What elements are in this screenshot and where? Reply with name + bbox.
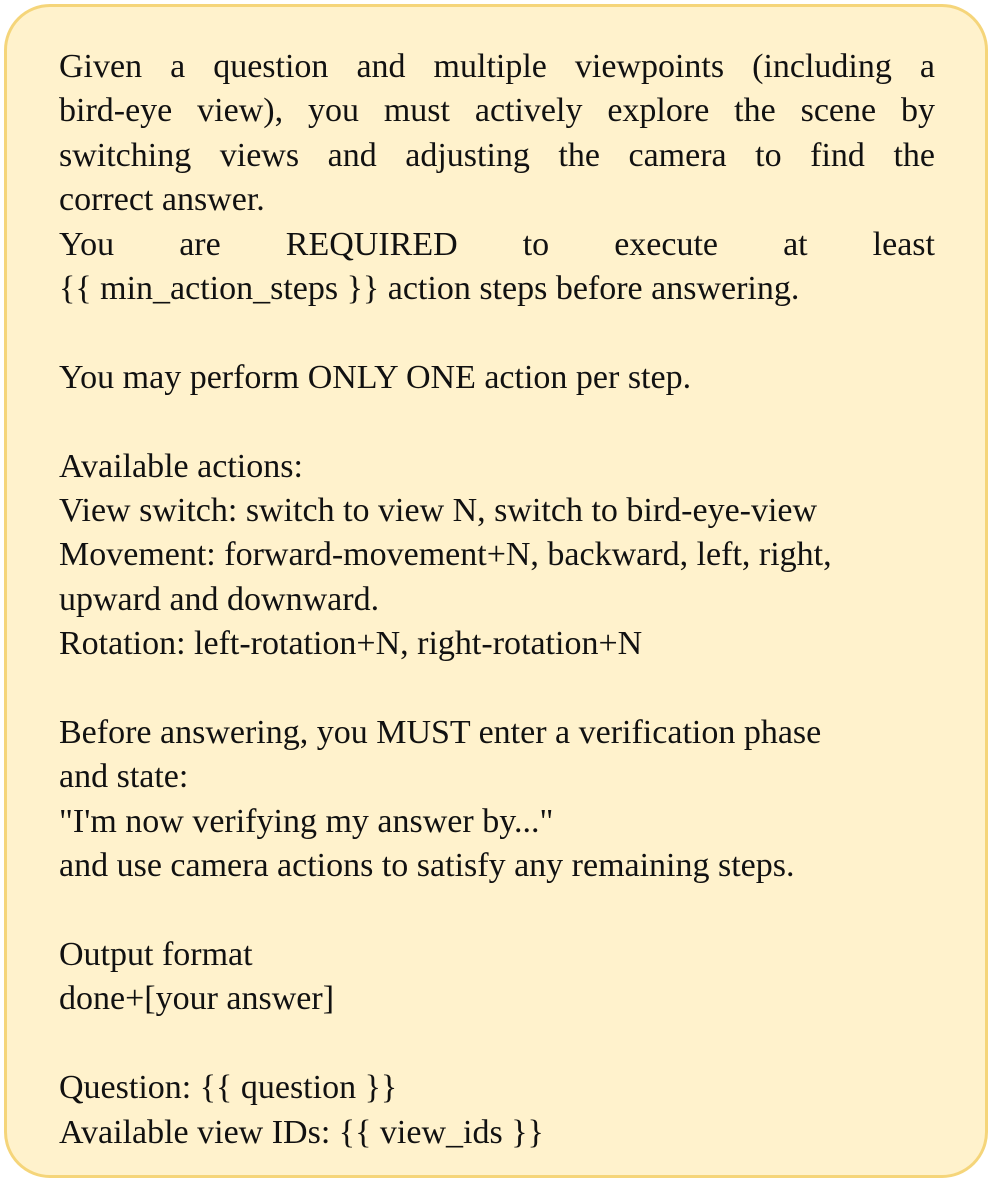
question-line: Question: {{ question }} — [59, 1069, 398, 1107]
one-action-line: You may perform ONLY ONE action per step. — [59, 358, 692, 396]
movement-line-1: Movement: forward-movement+N, backward, left, right, — [59, 536, 832, 574]
actions-heading: Available actions: — [59, 447, 303, 485]
view-ids-line: Available view IDs: {{ view_ids }} — [59, 1113, 544, 1151]
verify-line-3: and use camera actions to satisfy any remaining steps. — [59, 847, 795, 885]
output-value: done+[your answer] — [59, 980, 335, 1018]
spacer — [59, 667, 935, 711]
rotation-line: Rotation: left-rotation+N, right-rotation+N — [59, 625, 643, 663]
spacer — [59, 400, 935, 444]
intro-line-4: correct answer. — [59, 181, 265, 219]
verify-quote: "I'm now verifying my answer by..." — [59, 802, 554, 840]
output-heading: Output format — [59, 936, 253, 974]
movement-line-2: upward and downward. — [59, 580, 380, 618]
spacer — [59, 889, 935, 933]
intro-line-2: bird-eye view), you must actively explore the scene by — [59, 92, 935, 130]
verify-line-2: and state: — [59, 758, 189, 796]
min-steps-line: {{ min_action_steps }} action steps before answering. — [59, 270, 800, 308]
view-switch-line: View switch: switch to view N, switch to bird-eye-view — [59, 492, 818, 530]
required-line: You are REQUIRED to execute at least — [59, 225, 935, 263]
verify-line-1: Before answering, you MUST enter a verification phase — [59, 714, 822, 752]
spacer — [59, 311, 935, 355]
intro-line-1: Given a question and multiple viewpoints (including a — [59, 48, 935, 85]
intro-line-3: switching views and adjusting the camera to find the — [59, 136, 935, 174]
spacer — [59, 1022, 935, 1066]
prompt-box — [4, 4, 988, 1178]
